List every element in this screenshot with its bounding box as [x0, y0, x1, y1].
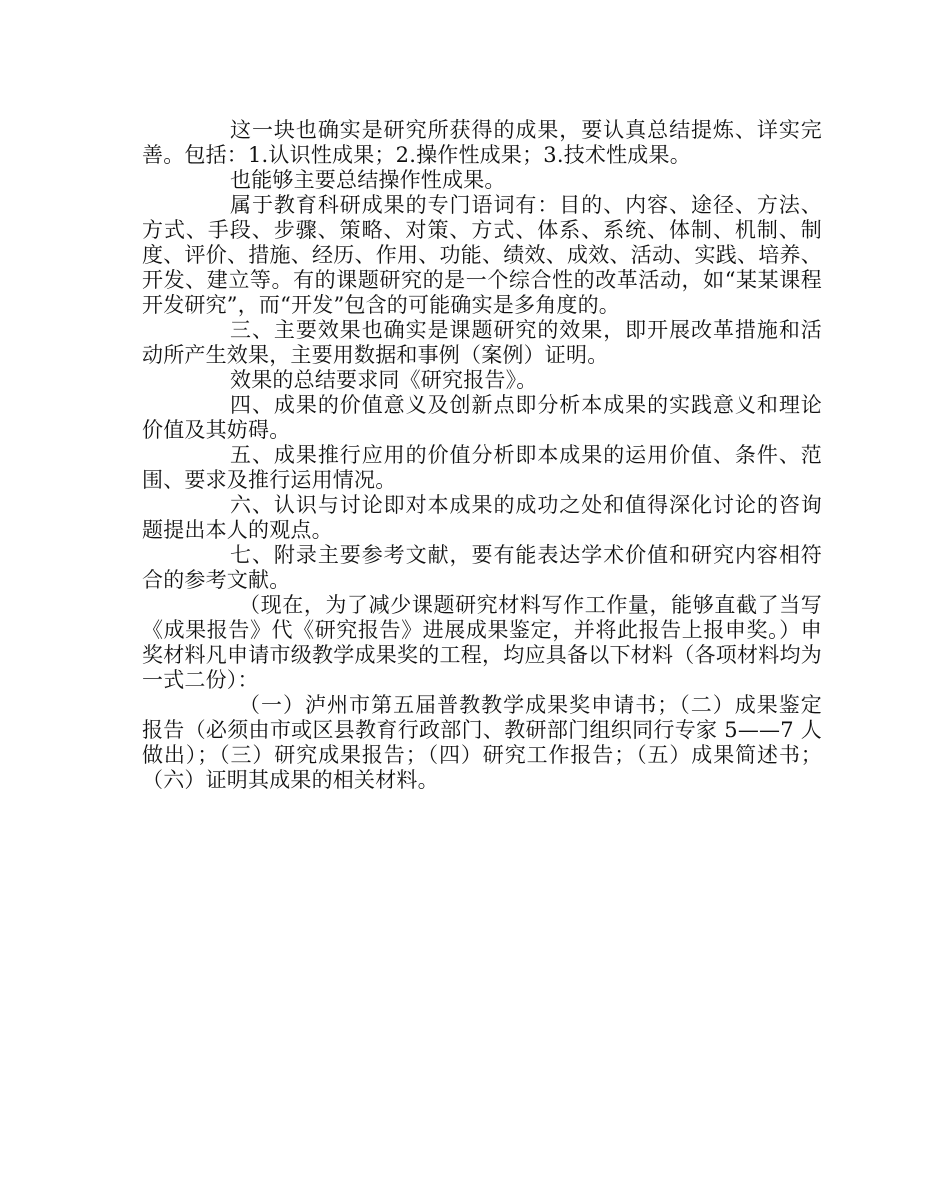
paragraph-application-value: 五、成果推行应用的价值分析即本成果的运用价值、条件、范围、要求及推行运用情况。: [142, 443, 822, 492]
paragraph-materials-list: （一）泸州市第五届普教教学成果奖申请书；（二）成果鉴定报告（必须由市或区县教育行政部门、教研部门组织同行专家 5——7 人做出）；（三）研究成果报告；（四）研究工作报告；（五）成果简述书；（六）证明其成果的相关材料。: [142, 693, 822, 792]
paragraph-operational-results: 也能够主要总结操作性成果。: [230, 168, 506, 192]
paragraph-value-innovation: 四、成果的价值意义及创新点即分析本成果的实践意义和理论价值及其妨碍。: [142, 393, 822, 442]
document-body: [142, 118, 822, 793]
paragraph-main-effects: 三、主要效果也确实是课题研究的效果，即开展改革措施和活动所产生效果，主要用数据和事例（案例）证明。: [142, 318, 822, 367]
paragraph-award-materials: （现在，为了减少课题研究材料写作工作量，能够直截了当写《成果报告》代《研究报告》进展成果鉴定，并将此报告上报申奖。）申奖材料凡申请市级教学成果奖的工程，均应具备以下材料（各项材料均为一式二份）：: [142, 593, 822, 692]
paragraph-terminology: 属于教育科研成果的专门语词有：目的、内容、途径、方法、方式、手段、步骤、策略、对策、方式、体系、系统、体制、机制、制度、评价、措施、经历、作用、功能、绩效、成效、活动、实践、培养、开发、建立等。有的课题研究的是一个综合性的改革活动，如“某某课程开发研究”，而“开发”包含的可能确实是多角度的。: [142, 193, 822, 317]
paragraph-effect-summary: 效果的总结要求同《研究报告》。: [230, 368, 538, 392]
paragraph-research-results: 这一块也确实是研究所获得的成果，要认真总结提炼、详实完善。包括：1.认识性成果；2.操作性成果；3.技术性成果。: [142, 118, 822, 167]
paragraph-discussion: 六、认识与讨论即对本成果的成功之处和值得深化讨论的咨询题提出本人的观点。: [142, 493, 822, 542]
paragraph-appendix-references: 七、附录主要参考文献，要有能表达学术价值和研究内容相符合的参考文献。: [142, 543, 822, 592]
